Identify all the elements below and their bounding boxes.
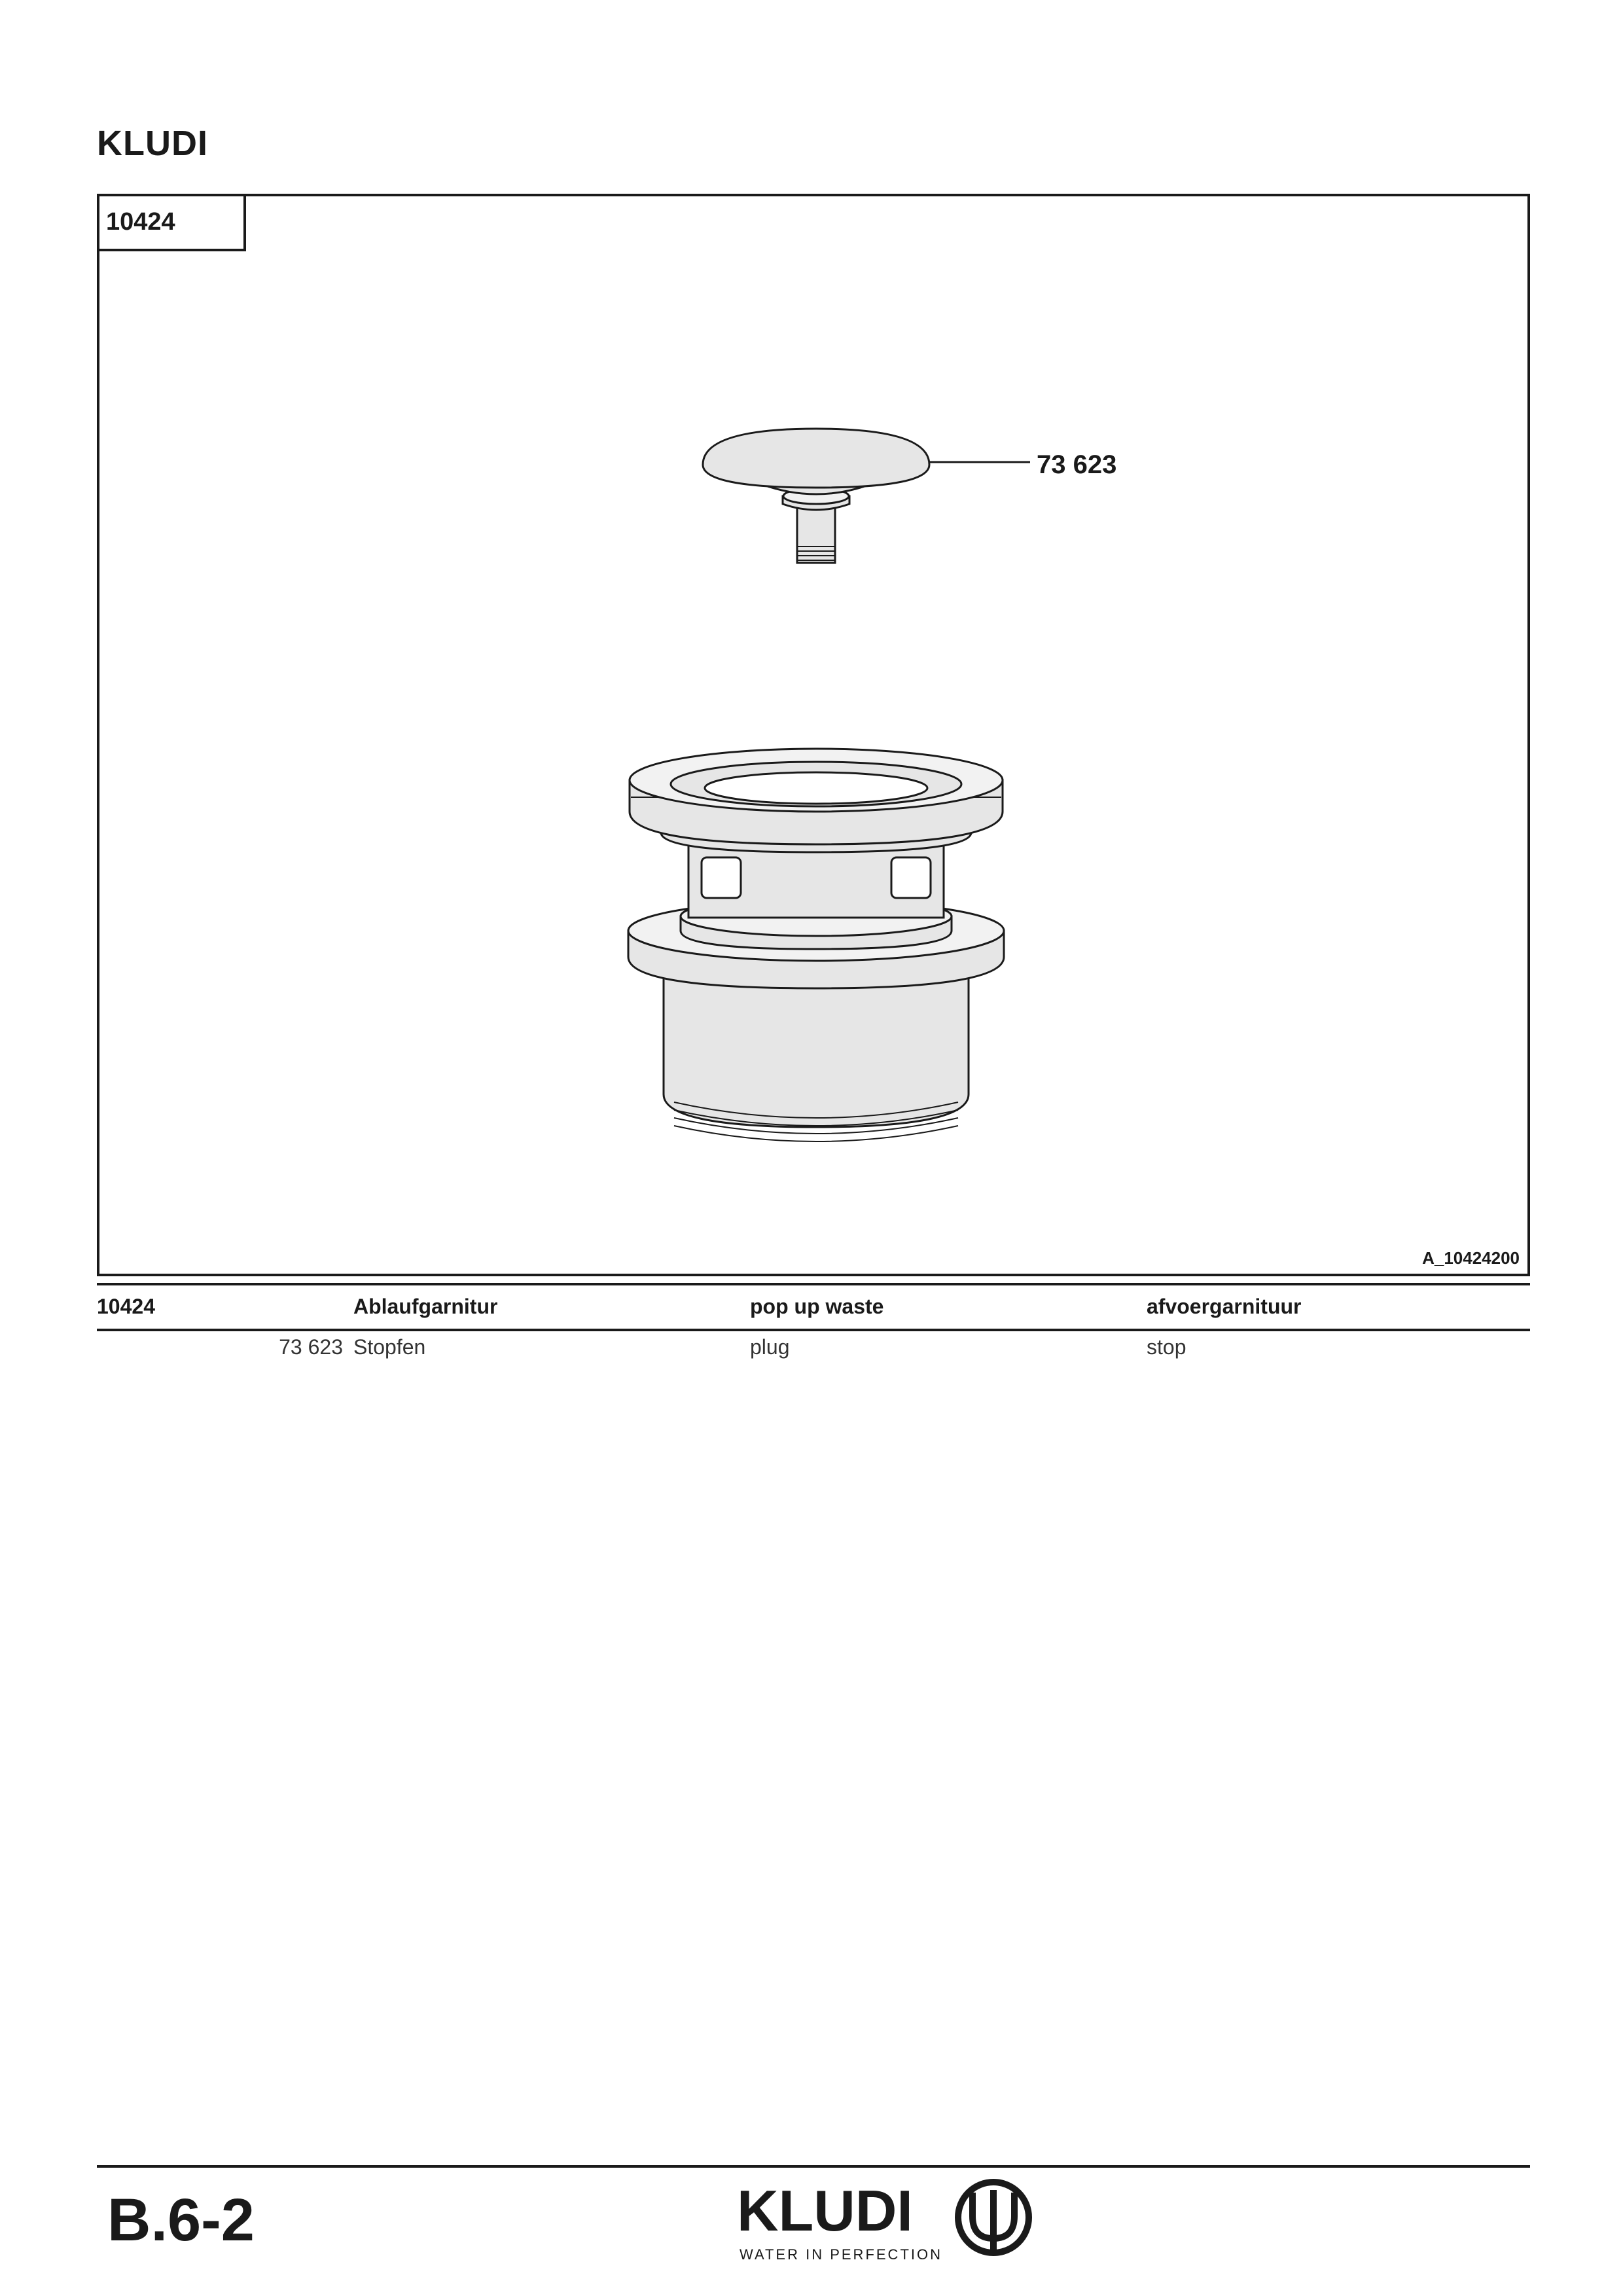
waste-body-part bbox=[628, 749, 1004, 1141]
drawing-frame bbox=[97, 194, 1530, 1276]
table-header-row bbox=[97, 1295, 1530, 1321]
kludi-logo bbox=[737, 2170, 1038, 2269]
logo-wordmark: KLUDI bbox=[737, 2178, 913, 2243]
page-code: B.6-2 bbox=[107, 2187, 255, 2253]
drawing-tag: 10424 bbox=[99, 196, 246, 251]
row-nl: stop bbox=[1147, 1335, 1186, 1359]
plug-part bbox=[703, 429, 1030, 563]
header-de: Ablaufgarnitur bbox=[353, 1295, 498, 1318]
table-top-rule bbox=[97, 1283, 1530, 1285]
row-number: 73 623 bbox=[279, 1335, 343, 1359]
row-de: Stopfen bbox=[353, 1335, 426, 1359]
plug-callout-label: 73 623 bbox=[1037, 450, 1117, 479]
exploded-drawing bbox=[99, 196, 1527, 1274]
row-en: plug bbox=[750, 1335, 790, 1359]
water-drop-icon bbox=[958, 2182, 1029, 2253]
table-row bbox=[97, 1335, 1530, 1361]
table-header-rule bbox=[97, 1329, 1530, 1331]
header-number: 10424 bbox=[97, 1295, 155, 1318]
footer-rule bbox=[97, 2165, 1530, 2168]
brand-title: KLUDI bbox=[97, 124, 208, 163]
logo-tagline: WATER IN PERFECTION bbox=[740, 2246, 942, 2263]
header-nl: afvoergarnituur bbox=[1147, 1295, 1302, 1318]
header-en: pop up waste bbox=[750, 1295, 884, 1318]
drawing-id: A_10424200 bbox=[1422, 1248, 1520, 1268]
